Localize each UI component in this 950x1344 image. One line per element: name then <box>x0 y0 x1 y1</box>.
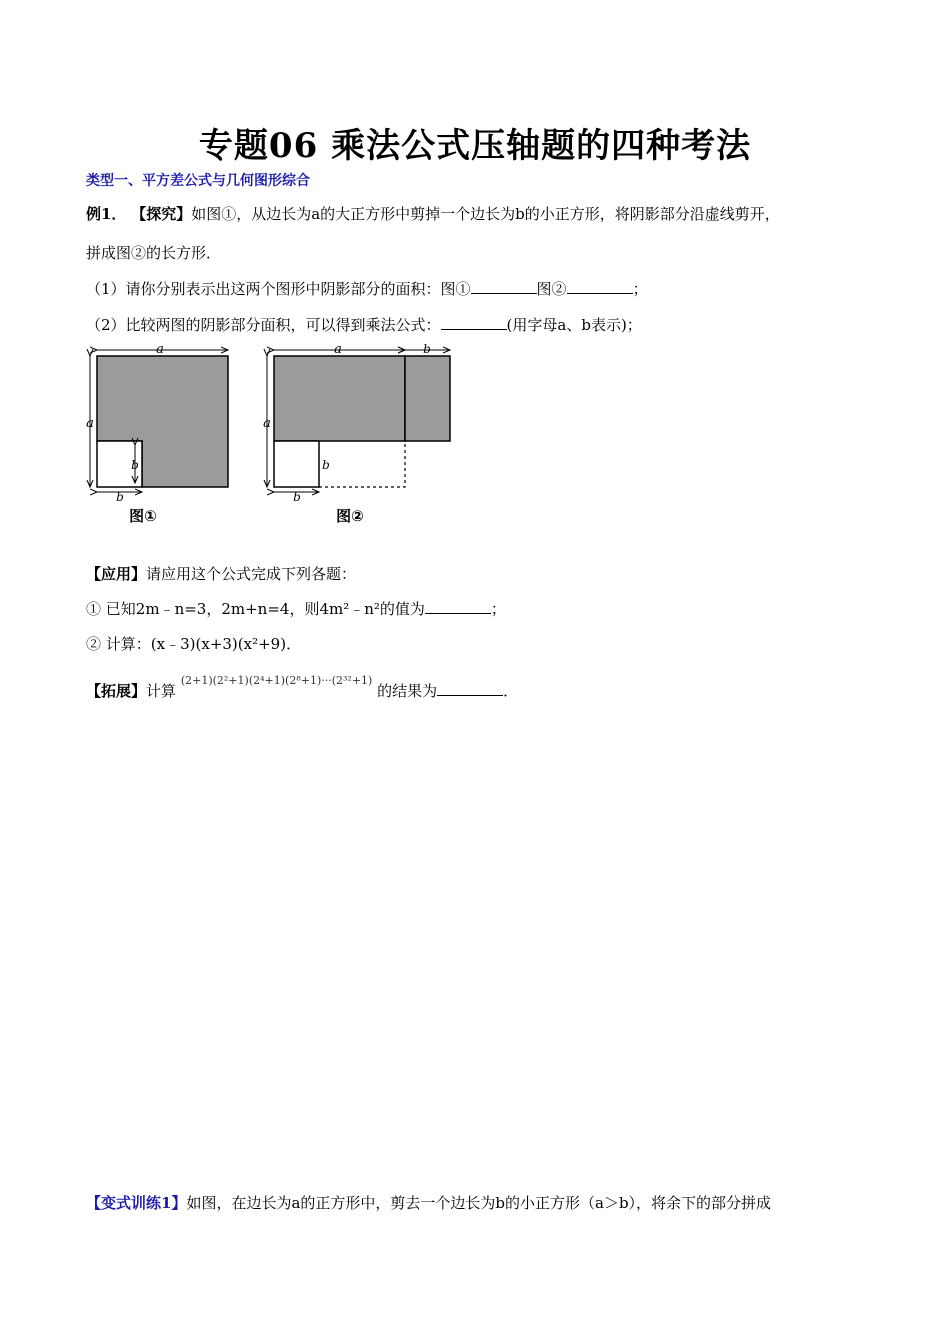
fig2-rect-side <box>405 356 450 441</box>
example1-line2: 拼成图②的长方形． <box>86 244 222 262</box>
fig1-label-b-bottom: b <box>116 490 124 504</box>
q2-suffix: (用字母a、b表示)； <box>506 316 642 334</box>
fig2-label-b-bottom: b <box>293 490 301 504</box>
item2-text: 计算：(x﹣3)(x+3)(x²+9)． <box>105 635 302 653</box>
item1-number: ① <box>86 600 102 618</box>
figure-1 <box>86 342 228 504</box>
example1-text-line1: 如图①，从边长为a的大正方形中剪掉一个边长为b的小正方形，将阴影部分沿虚线剪开， <box>191 205 780 223</box>
question-1 <box>86 278 648 299</box>
fig1-label-b-inner: b <box>131 458 139 472</box>
application-item-2 <box>86 633 301 654</box>
fig2-small-square <box>274 441 319 487</box>
fig2-label-b-top: b <box>423 342 431 356</box>
q1-blank-1[interactable] <box>471 279 537 294</box>
extension-line <box>86 674 519 701</box>
q1-mid: 图② <box>536 280 567 298</box>
fig1-label-a-left: a <box>86 416 94 431</box>
application-intro <box>86 563 356 584</box>
variant-text: 如图，在边长为a的正方形中，剪去一个边长为b的小正方形（a＞b），将余下的部分拼成 <box>186 1194 772 1212</box>
example1-line1 <box>86 203 780 224</box>
fig2-caption: 图② <box>336 507 364 525</box>
question-2 <box>86 314 642 335</box>
q2-blank[interactable] <box>441 315 507 330</box>
example-label: 例1． <box>86 205 127 223</box>
item2-number: ② <box>86 635 102 653</box>
application-tag: 【应用】 <box>86 565 147 583</box>
fig1-caption: 图① <box>129 507 157 525</box>
extension-tag: 【拓展】 <box>86 682 147 700</box>
item1-blank[interactable] <box>425 599 491 614</box>
explore-tag: 【探究】 <box>131 205 192 223</box>
fig2-rect-main <box>274 356 405 441</box>
q1-blank-2[interactable] <box>567 279 633 294</box>
extension-suffix: 的结果为 <box>377 682 438 700</box>
extension-prefix: 计算 <box>146 682 177 700</box>
application-item-1 <box>86 598 506 619</box>
extension-end: ． <box>503 682 519 700</box>
item1-end: ； <box>490 600 506 618</box>
extension-blank[interactable] <box>437 681 503 696</box>
fig2-label-a-left: a <box>263 416 271 431</box>
fig2-label-b-inner: b <box>322 458 330 472</box>
extension-expression: (2+1)(2²+1)(2⁴+1)(2⁸+1)···(2³²+1) <box>180 674 373 687</box>
fig2-label-a-top: a <box>334 342 342 357</box>
fig1-label-a-top: a <box>156 342 164 357</box>
example-figures <box>80 338 480 530</box>
q1-prefix: （1）请你分别表示出这两个图形中阴影部分的面积：图① <box>86 280 471 298</box>
variant-tag: 【变式训练1】 <box>86 1194 187 1212</box>
section-heading: 类型一、平方差公式与几何图形综合 <box>86 173 310 189</box>
figure-2 <box>263 342 450 504</box>
application-intro-text: 请应用这个公式完成下列各题： <box>146 565 357 583</box>
item1-text: 已知2m﹣n=3，2m+n=4，则4m²﹣n²的值为 <box>105 600 425 618</box>
q2-prefix: （2）比较两图的阴影部分面积，可以得到乘法公式： <box>86 316 441 334</box>
page-title: 专题06 乘法公式压轴题的四种考法 <box>198 126 752 166</box>
variant-training-line <box>86 1192 771 1213</box>
fig2-dashed-outline <box>319 441 405 487</box>
q1-end: ； <box>632 280 648 298</box>
